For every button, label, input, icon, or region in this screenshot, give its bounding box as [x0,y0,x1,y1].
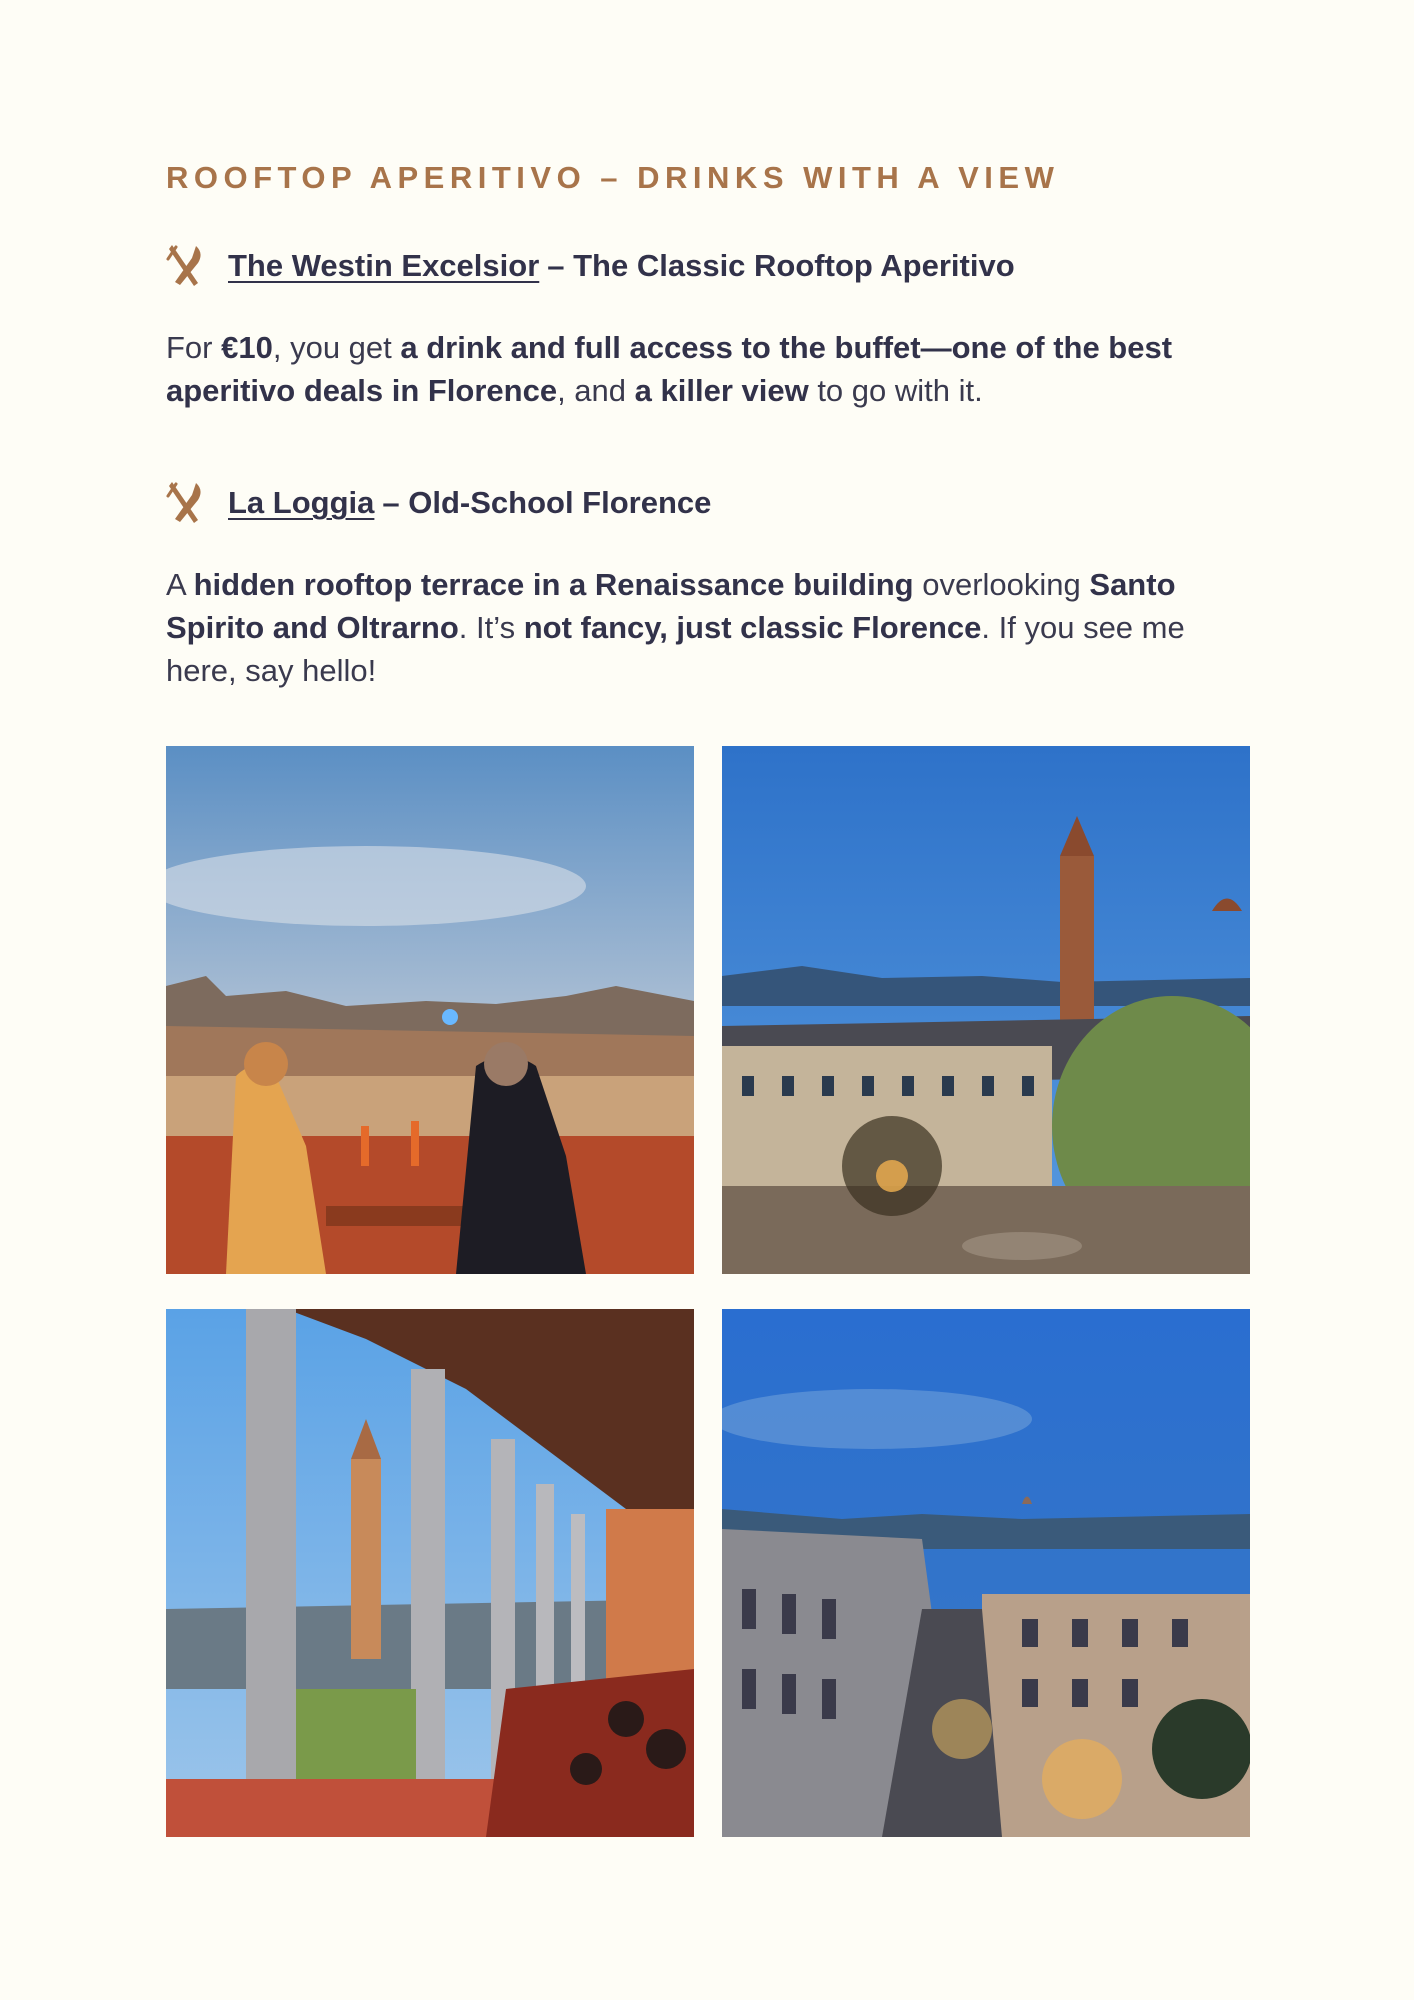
venue-subtitle: – The Classic Rooftop Aperitivo [547,248,1015,283]
venue-subtitle: – Old-School Florence [382,485,712,520]
fork-knife-icon [166,480,206,526]
photo-rooftop-couple [166,746,694,1274]
section-title: ROOFTOP APERITIVO – DRINKS WITH A VIEW [166,160,1060,195]
photo-santo-spirito-square [722,746,1250,1274]
venue-description-westin: For €10, you get a drink and full access to the buffet—one of the best aperitivo deals in Florence, and a killer view to go with it. [166,330,1173,408]
venue-link-loggia[interactable]: La Loggia [228,485,375,520]
fork-knife-icon [166,243,206,289]
venue-heading-loggia [166,480,711,526]
photo-florence-street-night [722,1309,1250,1837]
photo-loggia-colonnade [166,1309,694,1837]
venue-heading-westin [166,243,1015,289]
venue-description-loggia: A hidden rooftop terrace in a Renaissance building overlooking Santo Spirito and Oltrarno. It’s not fancy, just classic Florence. If you see me here, say hello! [166,567,1185,688]
venue-link-westin[interactable]: The Westin Excelsior [228,248,540,283]
